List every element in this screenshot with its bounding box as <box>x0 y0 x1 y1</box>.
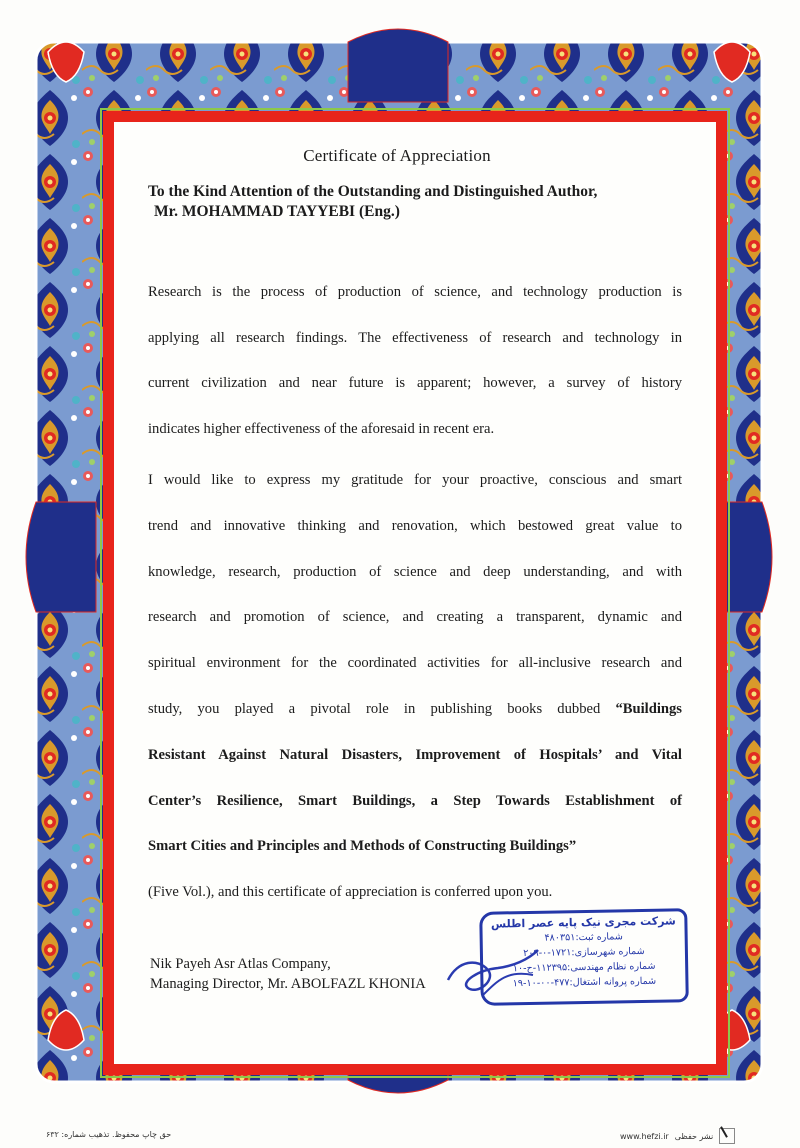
stamp-line: شماره نظام مهندسی:۱۱۲۳۹۵-ح-۱۰ <box>512 960 656 975</box>
paragraph-1-line: applying all research findings. The effectiveness of research and technology in <box>148 329 682 346</box>
book-title-line: Resistant Against Natural Disasters, Improvement of Hospitals’ and Vital <box>148 746 682 763</box>
line-6-prefix: study, you played a pivotal role in publishing books dubbed <box>148 700 601 717</box>
signatory-company: Nik Payeh Asr Atlas Company, <box>150 956 331 972</box>
signatory-director: Managing Director, Mr. ABOLFAZL KHONIA <box>150 976 426 992</box>
stamp-line: شماره ثبت:۴۸۰۳۵۱ <box>544 931 623 944</box>
footer-publisher <box>620 1128 735 1144</box>
addressee-name: Mr. MOHAMMAD TAYYEBI (Eng.) <box>154 203 400 220</box>
footer-copyright: حق چاپ محفوظ. تذهیب شماره: ۶۳۲ <box>46 1130 172 1139</box>
paragraph-2-line-6 <box>148 687 682 733</box>
paragraph-1-line: current civilization and near future is apparent; however, a survey of history <box>148 375 682 391</box>
paragraph-2 <box>148 458 682 916</box>
stamp-line: شماره شهرسازی:۱۷۲۱-۰-۲۰۹ <box>523 945 645 960</box>
paragraph-2-line: trend and innovative thinking and renovation, which bestowed great value to <box>148 517 682 534</box>
signatory <box>150 954 426 994</box>
book-title-line: Center’s Resilience, Smart Buildings, a Step Towards Establishment of <box>148 792 682 809</box>
paragraph-1 <box>148 270 682 452</box>
publisher-name: نشر حفظی <box>674 1131 714 1141</box>
paragraph-2-line: I would like to express my gratitude for your proactive, conscious and smart <box>148 472 682 488</box>
paragraph-2-line: spiritual environment for the coordinated activities for all-inclusive research and <box>148 655 682 672</box>
book-title-line: Smart Cities and Principles and Methods of Constructing Buildings” <box>148 838 577 855</box>
publisher-website: www.hefzi.ir <box>620 1131 669 1141</box>
certificate-body <box>96 100 698 1042</box>
paragraph-2-line: research and promotion of science, and creating a transparent, dynamic and <box>148 609 682 626</box>
paragraph-2-closing: (Five Vol.), and this certificate of appreciation is conferred upon you. <box>148 884 553 901</box>
publisher-logo-icon <box>719 1128 735 1144</box>
paragraph-1-line: Research is the process of production of science, and technology production is <box>148 284 682 300</box>
paragraph-2-line: knowledge, research, production of science and deep understanding, and with <box>148 563 682 580</box>
addressee <box>148 182 597 222</box>
addressee-line-1: To the Kind Attention of the Outstanding and Distinguished Author, <box>148 183 598 200</box>
stamp-line: شرکت مجری نیک پایه عصر اطلس <box>490 914 676 931</box>
paragraph-1-line: indicates higher effectiveness of the aforesaid in recent era. <box>148 420 495 437</box>
certificate-title: Certificate of Appreciation <box>303 146 491 165</box>
stamp-line: شماره پروانه اشتغال:۴۷۷-۰۰-۱۰-۱۹ <box>512 975 657 990</box>
book-title-start: “Buildings <box>615 700 682 717</box>
company-stamp <box>479 908 689 1006</box>
